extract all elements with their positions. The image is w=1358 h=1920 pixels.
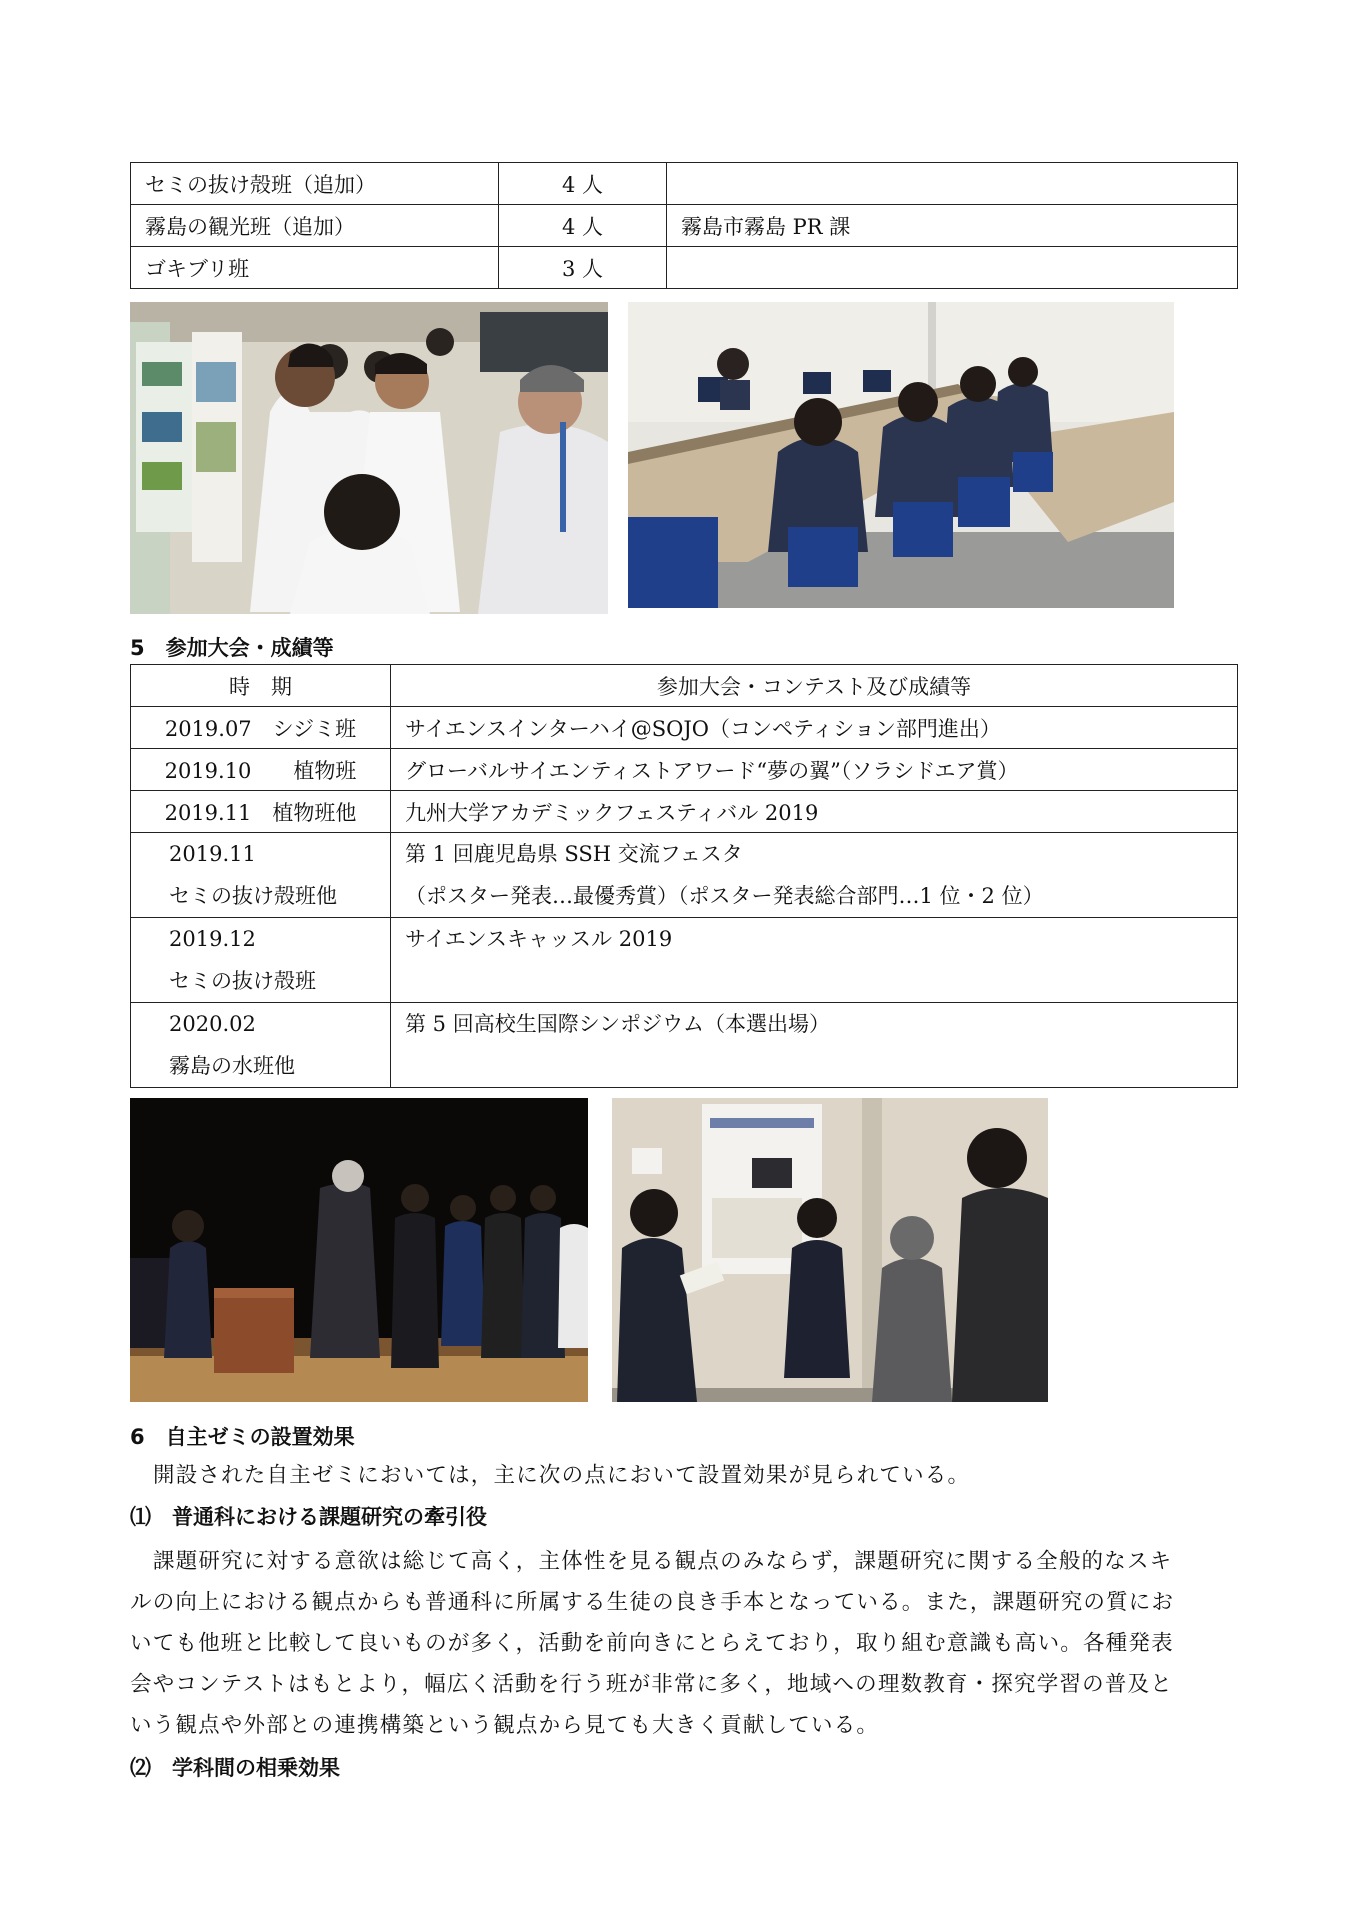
period-team: セミの抜け殻班他 bbox=[169, 884, 337, 908]
period-cell: 2019.11 植物班他 bbox=[131, 791, 391, 833]
period-date: 2019.11 bbox=[169, 842, 256, 866]
photo-poster-session bbox=[130, 302, 608, 614]
partner-cell bbox=[667, 247, 1238, 289]
paragraph-line: 会やコンテストはもとより，幅広く活動を行う班が非常に多く，地域への理数教育・探究学習の普及と bbox=[130, 1672, 1173, 1697]
team-name-cell: セミの抜け殻班（追加） bbox=[131, 163, 499, 205]
result-line: （ポスター発表…最優秀賞）（ポスター発表総合部門…1 位・2 位） bbox=[405, 884, 1044, 908]
period-team: セミの抜け殻班 bbox=[169, 969, 316, 993]
member-count-cell: 4 人 bbox=[499, 205, 667, 247]
results-table bbox=[130, 664, 1238, 1088]
result-header: 参加大会・コンテスト及び成績等 bbox=[391, 665, 1238, 707]
period-date: 2019.12 bbox=[169, 927, 256, 951]
paragraph-line: いう観点や外部との連携構築という観点から見ても大きく貢献している。 bbox=[130, 1713, 880, 1738]
team-table bbox=[130, 162, 1238, 289]
photo-meeting-room bbox=[628, 302, 1174, 608]
member-count-cell: 4 人 bbox=[499, 163, 667, 205]
period-cell: 2019.07 シジミ班 bbox=[131, 707, 391, 749]
result-line bbox=[405, 960, 1223, 1002]
partner-cell bbox=[667, 163, 1238, 205]
paragraph-line: ルの向上における観点からも普通科に所属する生徒の良き手本となっている。また，課題研究の質にお bbox=[130, 1590, 1175, 1615]
paragraph-line: いても他班と比較して良いものが多く，活動を前向きにとらえており，取り組む意識も高い。各種発表 bbox=[130, 1631, 1174, 1656]
period-cell bbox=[131, 1003, 391, 1088]
result-cell: グローバルサイエンティストアワード“夢の翼”（ソラシドエア賞） bbox=[391, 749, 1238, 791]
member-count-cell: 3 人 bbox=[499, 247, 667, 289]
result-line: サイエンスキャッスル 2019 bbox=[405, 927, 673, 951]
result-cell: 九州大学アカデミックフェスティバル 2019 bbox=[391, 791, 1238, 833]
result-cell bbox=[391, 1003, 1238, 1088]
result-cell bbox=[391, 833, 1238, 918]
photo-award-ceremony bbox=[130, 1098, 588, 1402]
paragraph-line: 課題研究に対する意欲は総じて高く，主体性を見る観点のみならず，課題研究に関する全般的なスキ bbox=[153, 1549, 1173, 1574]
subsection-2-heading: ⑵ 学科間の相乗効果 bbox=[130, 1756, 340, 1780]
result-cell bbox=[391, 918, 1238, 1003]
result-line: 第 5 回高校生国際シンポジウム（本選出場） bbox=[405, 1012, 830, 1036]
section-6-intro: 開設された自主ゼミにおいては，主に次の点において設置効果が見られている。 bbox=[153, 1463, 971, 1488]
team-name-cell: ゴキブリ班 bbox=[131, 247, 499, 289]
result-line bbox=[405, 1045, 1223, 1087]
period-cell bbox=[131, 833, 391, 918]
section-6-heading: 6 自主ゼミの設置効果 bbox=[130, 1425, 355, 1449]
period-header: 時 期 bbox=[131, 665, 391, 707]
result-line: 第 1 回鹿児島県 SSH 交流フェスタ bbox=[405, 842, 743, 866]
period-date: 2020.02 bbox=[169, 1012, 256, 1036]
section-5-heading: 5 参加大会・成績等 bbox=[130, 636, 334, 660]
period-cell bbox=[131, 918, 391, 1003]
photo-poster-presentation bbox=[612, 1098, 1048, 1402]
team-name-cell: 霧島の観光班（追加） bbox=[131, 205, 499, 247]
subsection-1-heading: ⑴ 普通科における課題研究の牽引役 bbox=[130, 1505, 487, 1529]
period-team: 霧島の水班他 bbox=[169, 1054, 295, 1078]
period-cell: 2019.10 植物班 bbox=[131, 749, 391, 791]
partner-cell: 霧島市霧島 PR 課 bbox=[667, 205, 1238, 247]
result-cell: サイエンスインターハイ@SOJO（コンペティション部門進出） bbox=[391, 707, 1238, 749]
